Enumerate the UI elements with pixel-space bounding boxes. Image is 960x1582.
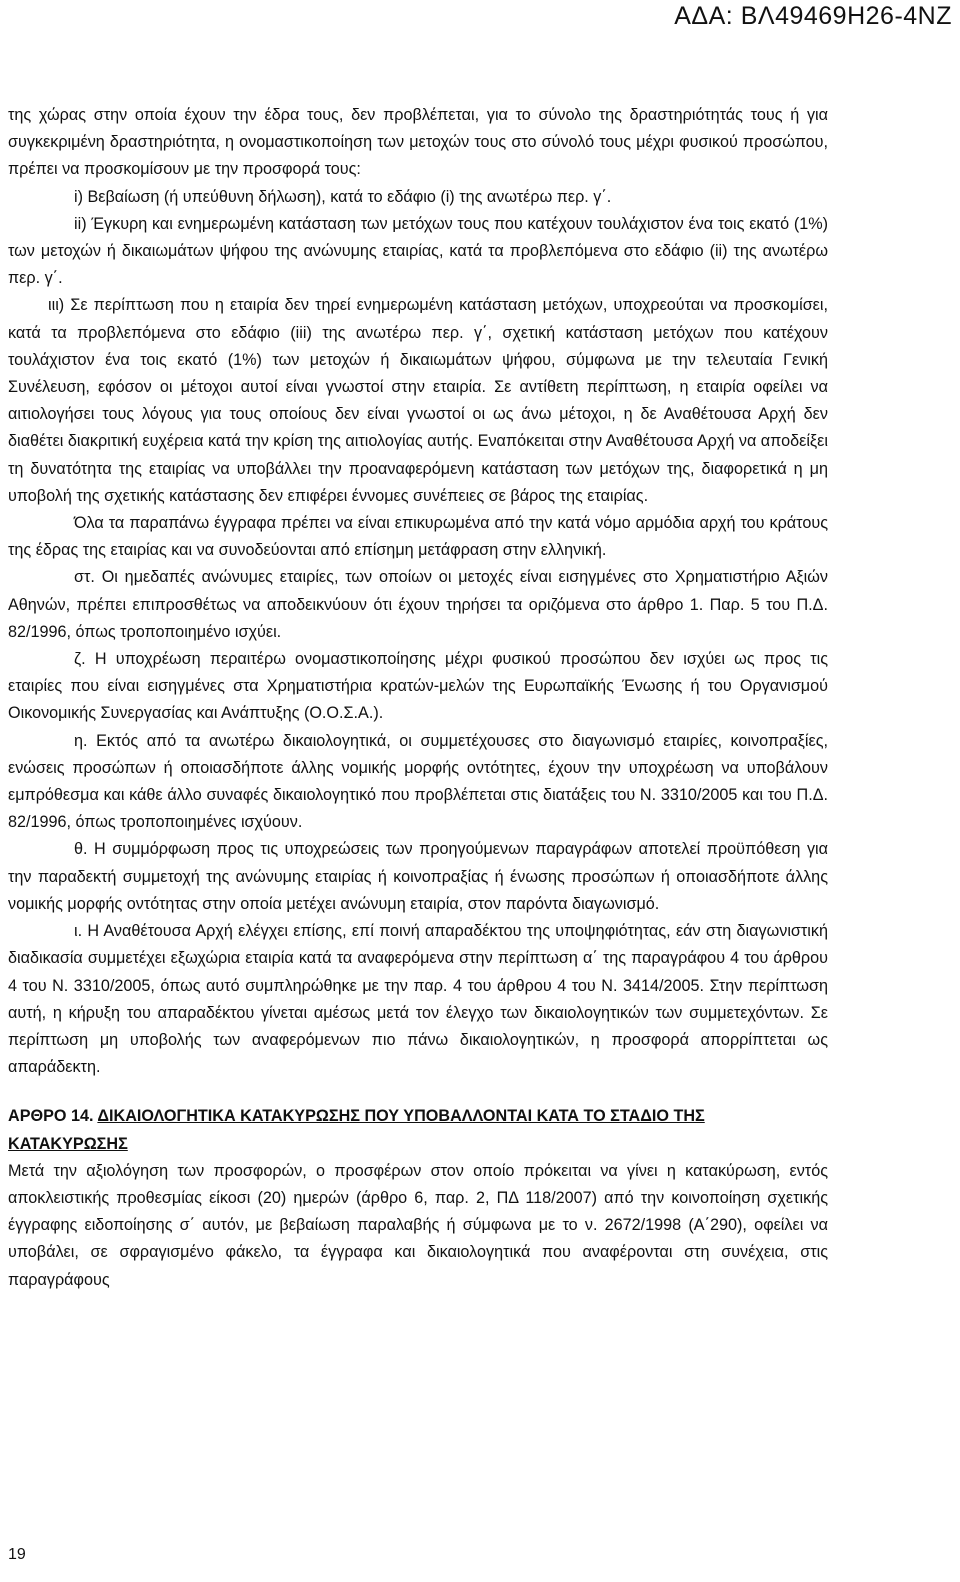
paragraph-offshore-intro: της χώρας στην οποία έχουν την έδρα τους, δεν προβλέπεται, για το σύνολο της δραστηριότητάς τους ή για συγκεκριμένη δραστηριότητα, η ονομαστικοποίηση των μετοχών τους στο σύνολό τους μέχρι φυσικού προσώπου, πρέπει να προσκομίσουν με την προσφορά τους: xyxy=(8,106,828,179)
document-body xyxy=(8,102,828,1294)
paragraph-st: στ. Οι ημεδαπές ανώνυμες εταιρίες, των οποίων οι μετοχές είναι εισηγμένες στο Χρηματιστήριο Αξιών Αθηνών, πρέπει επιπροσθέτως να αποδεικνύουν ότι έχουν τηρήσει τα οριζόμενα στο άρθρο 1. Παρ. 5 του Π.Δ. 82/1996, όπως τροποποιημένο ισχύει. xyxy=(8,568,828,641)
paragraph-item-iii: ιιι) Σε περίπτωση που η εταιρία δεν τηρεί ενημερωμένη κατάσταση μετόχων, υποχρεούται να προσκομίσει, κατά τα προβλεπόμενα στο εδάφιο (iii) της ανωτέρω περ. γ΄, σχετική κατάσταση μετόχων που κατέχουν τουλάχιστον ένα τοις εκατό (1%) των μετοχών ή δικαιωμάτων ψήφου, σύμφωνα με την τελευταία Γενική Συνέλευση, εφόσον οι μέτοχοι αυτοί είναι γνωστοί στην εταιρία. Σε αντίθετη περίπτωση, η εταιρία οφείλει να αιτιολογήσει τους λόγους για τους οποίους δεν είναι γνωστοί οι ως άνω μέτοχοι, η δε Αναθέτουσα Αρχή δεν διαθέτει διακριτική ευχέρεια κατά την κρίση της αιτιολογίας αυτής. Εναπόκειται στην Αναθέτουσα Αρχή να αποδείξει τη δυνατότητα της εταιρίας να υποβάλλει την προαναφερόμενη κατάσταση των μετόχων της, διαφορετικά η μη υποβολή της σχετικής κατάστασης δεν επιφέρει έννομες συνέπειες σε βάρος της εταιρίας. xyxy=(8,296,828,505)
paragraph-iota: ι. Η Αναθέτουσα Αρχή ελέγχει επίσης, επί ποινή απαραδέκτου της υποψηφιότητας, εάν στη διαγωνιστική διαδικασία συμμετέχει εξωχώρια εταιρία κατά τα αναφερόμενα στην περίπτωση α΄ της παραγράφου 4 του άρθρου 4 του Ν. 3310/2005, όπως αυτό συμπληρώθηκε με την παρ. 4 του άρθρου 4 του Ν. 3414/2005. Στην περίπτωση αυτή, η κήρυξη του απαραδέκτου γίνεται αμέσως μετά τον έλεγχο των δικαιολογητικών των συμμετεχόντων. Σε περίπτωση μη υποβολής των αναφερόμενων πιο πάνω δικαιολογητικών, η προσφορά απορρίπτεται ως απαράδεκτη. xyxy=(8,922,828,1077)
article-prefix: ΑΡΘΡΟ 14. xyxy=(8,1107,94,1126)
paragraph-theta: θ. Η συμμόρφωση προς τις υποχρεώσεις των προηγούμενων παραγράφων αποτελεί προϋπόθεση για την παραδεκτή συμμετοχή της ανώνυμης εταιρίας ή κοινοπραξίας ή ένωσης προσώπων ή οποιασδήποτε άλλης νομικής μορφής οντότητας στην οποία μετέχει ανώνυμη εταιρία, στον παρόντα διαγωνισμό. xyxy=(8,840,828,913)
paragraph-certification: Όλα τα παραπάνω έγγραφα πρέπει να είναι επικυρωμένα από την κατά νόμο αρμόδια αρχή του κράτους της έδρας της εταιρίας και να συνοδεύονται από επίσημη μετάφραση στην ελληνική. xyxy=(8,514,828,560)
article-heading xyxy=(8,1103,828,1157)
paragraph-i-eta: η. Εκτός από τα ανωτέρω δικαιολογητικά, οι συμμετέχουσες στο διαγωνισμό εταιρίες, κοινοπραξίες, ενώσεις προσώπων ή οποιασδήποτε άλλης νομικής μορφής οντότητες, έχουν την υποχρέωση να υποβάλουν εμπρόθεσμα και κάθε άλλο συναφές δικαιολογητικό που προβλέπεται στις διατάξεις του Ν. 3310/2005 και του Π.Δ. 82/1996, όπως τροποποιημένες ισχύουν. xyxy=(8,731,828,832)
document-code: ΑΔΑ: ΒΛ49469Η26-4ΝΖ xyxy=(674,2,952,30)
paragraph-item-i: i) Βεβαίωση (ή υπεύθυνη δήλωση), κατά το εδάφιο (i) της ανωτέρω περ. γ΄. xyxy=(74,187,612,206)
page-number: 19 xyxy=(8,1546,26,1563)
article-title: ΔΙΚΑΙΟΛΟΓΗΤΙΚΑ ΚΑΤΑΚΥΡΩΣΗΣ ΠΟΥ ΥΠΟΒΑΛΛΟΝΤΑΙ ΚΑΤΑ ΤΟ ΣΤΑΔΙΟ ΤΗΣ ΚΑΤΑΚΥΡΩΣΗΣ xyxy=(8,1107,705,1153)
paragraph-item-ii: ii) Έγκυρη και ενημερωμένη κατάσταση των μετόχων τους που κατέχουν τουλάχιστον ένα τοις εκατό (1%) των μετοχών ή δικαιωμάτων ψήφου της ανώνυμης εταιρίας, κατά τα προβλεπόμενα στο εδάφιο (ii) της ανωτέρω περ. γ΄. xyxy=(8,214,828,288)
article-body: Μετά την αξιολόγηση των προσφορών, ο προσφέρων στον οποίο πρόκειται να γίνει η κατακύρωση, εντός αποκλειστικής προθεσμίας είκοσι (20) ημερών (άρθρο 6, παρ. 2, ΠΔ 118/2007) από την κοινοποίηση σχετικής έγγραφης ειδοποίησης σ΄ αυτόν, με βεβαίωση παραλαβής ή σύμφωνα με το ν. 2672/1998 (Α΄290), οφείλει να υποβάλει, σε σφραγισμένο φάκελο, τα έγγραφα και δικαιολογητικά που αναφέρονται στη συνέχεια, στις παραγράφους xyxy=(8,1161,828,1289)
paragraph-z: ζ. Η υποχρέωση περαιτέρω ονομαστικοποίησης μέχρι φυσικού προσώπου δεν ισχύει ως προς τις εταιρίες που είναι εισηγμένες στα Χρηματιστήρια κρατών-μελών της Ευρωπαϊκής Ένωσης ή του Οργανισμού Οικονομικής Συνεργασίας και Ανάπτυξης (Ο.Ο.Σ.Α.). xyxy=(8,650,828,723)
